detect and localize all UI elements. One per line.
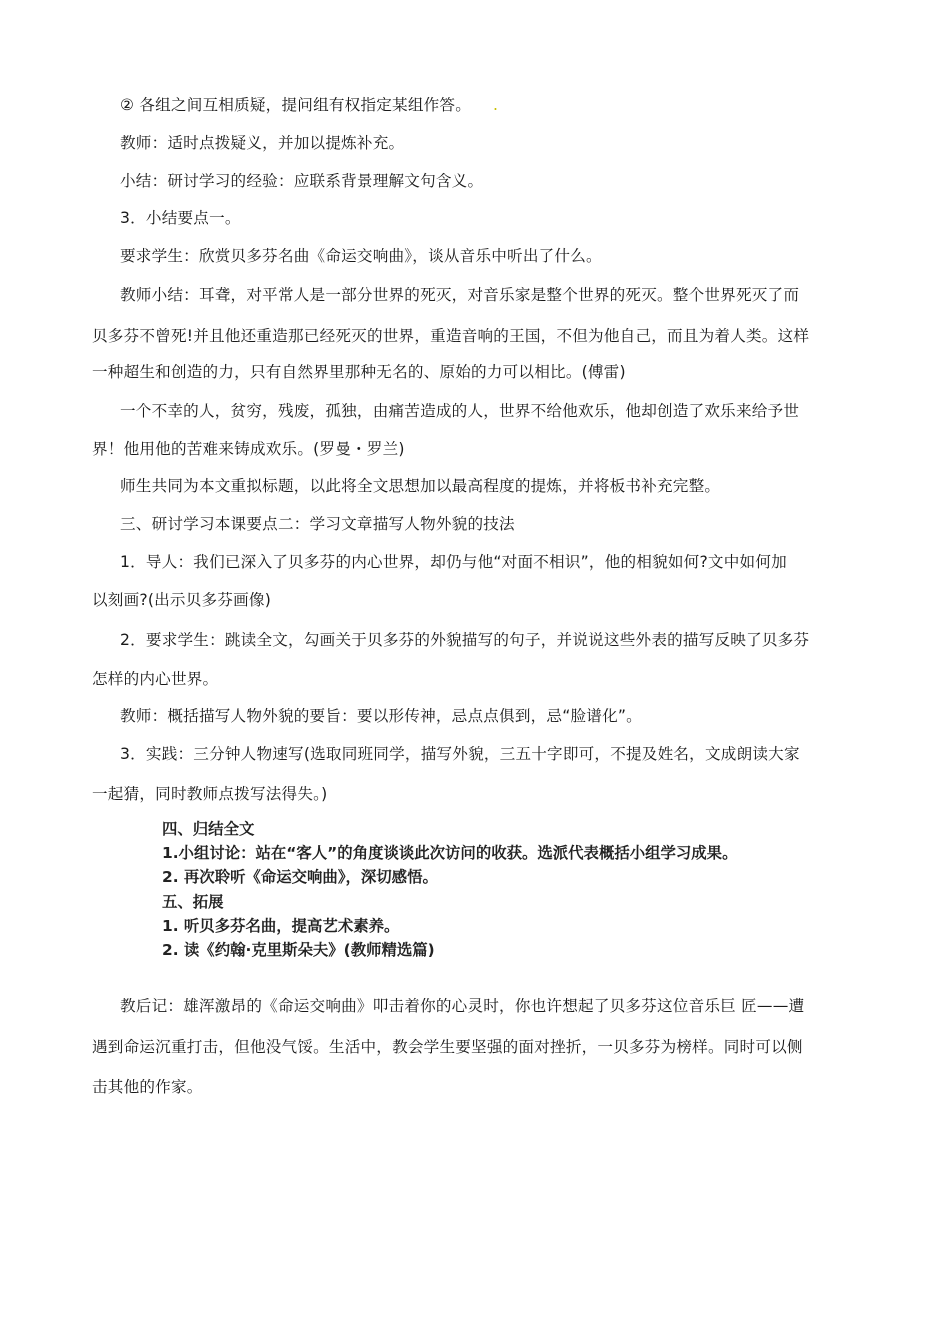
paragraph-7-line-2: 界！他用他的苦难来铸成欢乐。(罗曼・罗兰) [92, 440, 405, 458]
paragraph-1: ② 各组之间互相质疑，提问组有权指定某组作答。 . [120, 96, 499, 114]
paragraph-3: 小结：研讨学习的经验：应联系背景理解文句含义。 [120, 172, 484, 190]
paragraph-12: 教师：概括描写人物外貌的要旨：要以形传神，忌点点俱到，忌“脸谱化”。 [120, 707, 642, 725]
paragraph-4: 3．小结要点一。 [120, 209, 241, 227]
paragraph-11-line-1: 2．要求学生：跳读全文，勾画关于贝多芬的外貌描写的句子，并说说这些外表的描写反映了贝多芬 [120, 631, 810, 649]
list-item-discussion: 1.小组讨论：站在“客人”的角度谈谈此次访问的收获。选派代表概括小组学习成果。 [162, 844, 738, 862]
list-item-listen-again: 2. 再次聆听《命运交响曲》，深切感悟。 [162, 868, 438, 886]
section-heading-5: 五、拓展 [162, 893, 224, 911]
paragraph-5: 要求学生：欣赏贝多芬名曲《命运交响曲》，谈从音乐中听出了什么。 [120, 247, 602, 265]
section-heading-3: 三、研讨学习本课要点二：学习文章描写人物外貌的技法 [120, 515, 515, 533]
stray-mark: . [493, 96, 499, 114]
section-heading-4: 四、归结全文 [162, 820, 255, 838]
paragraph-6-line-3: 一种超生和创造的力，只有自然界里那种无名的、原始的力可以相比。(傅雷) [92, 363, 626, 381]
paragraph-10-line-2: 以刻画?(出示贝多芬画像) [92, 591, 271, 609]
paragraph-2: 教师：适时点拨疑义，并加以提炼补充。 [120, 134, 405, 152]
paragraph-10-line-1: 1．导人：我们已深入了贝多芬的内心世界，却仍与他“对面不相识”，他的相貌如何?文中如何加 [120, 553, 787, 571]
paragraph-11-line-2: 怎样的内心世界。 [92, 670, 219, 688]
list-item-read-book: 2. 读《约翰·克里斯朵夫》(教师精选篇) [162, 941, 435, 959]
paragraph-14-line-1: 教后记：雄浑激昂的《命运交响曲》叩击着你的心灵时，你也许想起了贝多芬这位音乐巨 匠——遭 [120, 997, 805, 1015]
paragraph-7-line-1: 一个不幸的人，贫穷，残废，孤独，由痛苦造成的人，世界不给他欢乐，他却创造了欢乐来给予世 [120, 402, 800, 420]
paragraph-6-line-2: 贝多芬不曾死!并且他还重造那已经死灭的世界，重造音响的王国，不但为他自己，而且为着人类。这样 [92, 327, 810, 345]
paragraph-13-line-2: 一起猜，同时教师点拨写法得失。) [92, 785, 328, 803]
paragraph-6-line-1: 教师小结：耳聋，对平常人是一部分世界的死灭，对音乐家是整个世界的死灭。整个世界死灭了而 [120, 286, 800, 304]
paragraph-13-line-1: 3．实践：三分钟人物速写(选取同班同学，描写外貌，三五十字即可，不提及姓名，文成朗读大家 [120, 745, 800, 763]
paragraph-14-line-3: 击其他的作家。 [92, 1078, 203, 1096]
paragraph-8: 师生共同为本文重拟标题，以此将全文思想加以最高程度的提炼，并将板书补充完整。 [120, 477, 721, 495]
list-item-listen-music: 1. 听贝多芬名曲，提高艺术素养。 [162, 917, 400, 935]
paragraph-14-line-2: 遇到命运沉重打击，但他没气馁。生活中，教会学生要坚强的面对挫折，一贝多芬为榜样。同时可以侧 [92, 1038, 803, 1056]
